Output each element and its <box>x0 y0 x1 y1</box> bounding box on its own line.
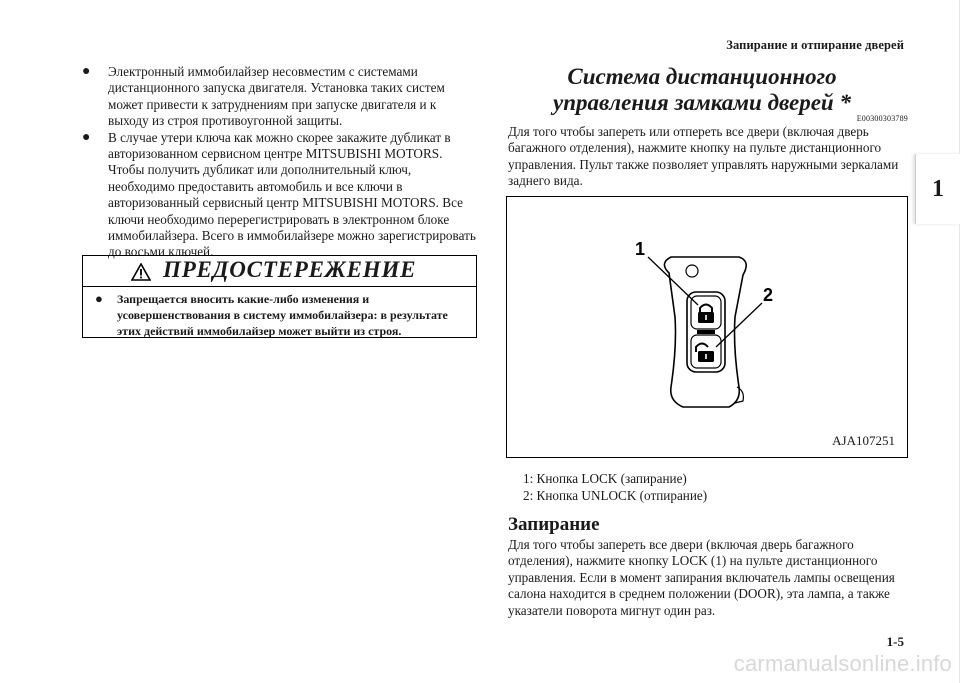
figure-code: AJA107251 <box>832 433 895 448</box>
section-title-line: Система дистанционного <box>567 64 837 89</box>
subheading: Запирание <box>508 514 600 535</box>
page-number: 1-5 <box>886 634 904 649</box>
intro-paragraph: Для того чтобы запереть или отпереть все двери (включая дверь багажного отделения), нажмите кнопку на пульте дистанционного управления. Пульт также позволяет управлять наружными зеркалами заднего вида. <box>508 124 899 189</box>
bullet-icon: ● <box>82 64 91 79</box>
callout-label-1: 1 <box>635 239 646 259</box>
bullet-list <box>82 64 477 261</box>
locking-paragraph: Для того чтобы запереть все двери (включая дверь багажного отделения), нажмите кнопку LOCK (1) на пульте дистанционного управления. Если в момент запирания включатель лампы освещения салона находится в среднем положении (DOOR), эта лампа, а также указатели поворота мигнут один раз. <box>508 537 895 618</box>
warning-box <box>82 255 477 338</box>
bullet-icon: ● <box>82 129 91 145</box>
running-header: Запирание и отпирание дверей <box>726 38 904 52</box>
left-column <box>82 64 477 261</box>
remote-key-illustration <box>507 197 907 457</box>
chapter-tab: 1 <box>915 154 960 224</box>
section-title-line: управления замками дверей * <box>553 90 851 115</box>
button-divider <box>697 330 715 334</box>
callout-label-2: 2 <box>763 285 774 305</box>
caption-item: 1: Кнопка LOCK (запирание) <box>523 471 687 486</box>
figure-captions <box>523 470 707 504</box>
bullet-text: Электронный иммобилайзер несовместим с системами дистанционного запуска двигателя. Установка таких систем может привести к затруднениям при запуске двигателя и к выходу из строя противоугонной защиты. <box>108 64 445 129</box>
list-item <box>82 130 477 261</box>
remote-key-figure <box>506 196 908 458</box>
warning-title: ПРЕДОСТЕРЕЖЕНИЕ <box>163 257 417 282</box>
warning-body <box>83 287 476 339</box>
warning-text: Запрещается вносить какие-либо изменения и усовершенствования в систему иммобилайзера: в результате этих действий иммобилайзер может выйти из строя. <box>117 292 448 338</box>
watermark: carmanualsonline.info <box>733 651 952 676</box>
bullet-icon: ● <box>95 291 103 306</box>
list-item <box>82 64 477 130</box>
warning-header <box>83 256 476 287</box>
caption-item: 2: Кнопка UNLOCK (отпирание) <box>523 488 708 503</box>
right-column <box>508 64 908 190</box>
warning-triangle-icon <box>131 263 151 281</box>
bullet-text: В случае утери ключа как можно скорее закажите дубликат в авторизованном сервисном центре MITSUBISHI MOTORS. Чтобы получить дубликат или дополнительный ключ, необходимо предоставить автомобиль и все ключи в авторизованный сервисный центр MITSUBISHI MOTORS. Все ключи необходимо перерегистрировать в электронном блоке иммобилайзера. Всего в иммобилайзере можно зарегистрировать до восьми ключей. <box>108 129 476 260</box>
section-code: E00300303789 <box>856 114 908 123</box>
section-title <box>496 64 908 116</box>
